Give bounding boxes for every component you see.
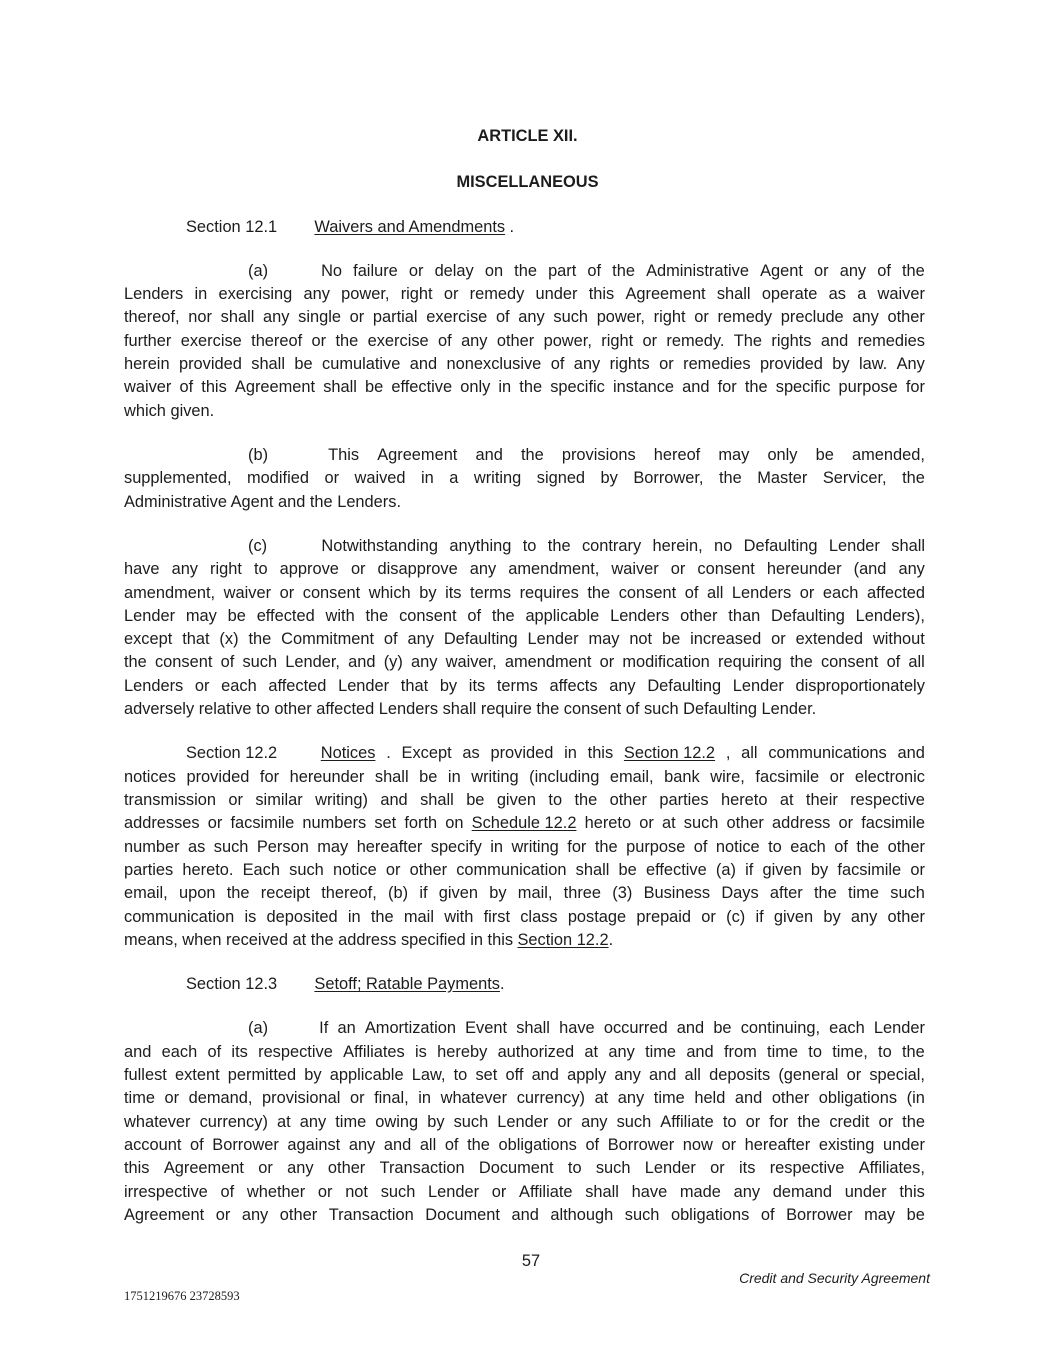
- paragraph-line: irrespective of whether or not such Lender or Affiliate shall have made any demand under this: [124, 1183, 925, 1201]
- paragraph-line: adversely relative to other affected Lenders shall require the consent of such Defaulting Lender.: [124, 700, 817, 718]
- paragraph-line: transmission or similar writing) and shall be given to the other parties hereto at their respective: [124, 791, 925, 809]
- schedule-reference: Schedule 12.2: [471, 814, 577, 832]
- section-12-1-heading: Section 12.1 Waivers and Amendments .: [186, 216, 925, 239]
- paragraph-label: (c): [248, 537, 268, 555]
- paragraph-line: Agreement or any other Transaction Document and although such obligations of Borrower may be: [124, 1206, 925, 1224]
- section-title: Waivers and Amendments: [314, 218, 506, 236]
- paragraph-line: account of Borrower against any and all of the obligations of Borrower now or hereafter existing under: [124, 1136, 925, 1154]
- paragraph-line: further exercise thereof or the exercise of any other power, right or remedy. The rights and remedies: [124, 332, 925, 350]
- paragraph-line: and each of its respective Affiliates is hereby authorized at any time and from time to time, to the: [124, 1043, 925, 1061]
- section-12-3-heading: Section 12.3 Setoff; Ratable Payments .: [186, 973, 925, 996]
- section-title: Notices: [320, 744, 376, 762]
- paragraph-line: supplemented, modified or waived in a writing signed by Borrower, the Master Servicer, the: [124, 469, 925, 487]
- paragraph-line: thereof, nor shall any single or partial exercise of any such power, right or remedy preclude any other: [124, 308, 925, 326]
- paragraph-line: notices provided for hereunder shall be in writing (including email, bank wire, facsimile or electronic: [124, 768, 925, 786]
- section-number: Section 12.3: [186, 975, 278, 993]
- article-heading: ARTICLE XII.: [477, 127, 578, 145]
- paragraph-line: Lender may be effected with the consent of the applicable Lenders other than Defaulting Lenders),: [124, 607, 925, 625]
- paragraph-line: (a) No failure or delay on the part of the Administrative Agent or any of the: [248, 260, 925, 283]
- footer-document-title: Credit and Security Agreement: [739, 1270, 930, 1286]
- article-title: MISCELLANEOUS: [456, 173, 599, 191]
- paragraph-line: this Agreement or any other Transaction Document to such Lender or its respective Affiliates,: [124, 1159, 925, 1177]
- paragraph-label: (a): [248, 262, 269, 280]
- paragraph-line: email, upon the receipt thereof, (b) if given by mail, three (3) Business Days after the time such: [124, 884, 925, 902]
- section-reference: Section 12.2: [623, 744, 716, 762]
- footer-document-id: 1751219676 23728593: [124, 1289, 240, 1303]
- paragraph-line: (a) If an Amortization Event shall have occurred and be continuing, each Lender: [248, 1017, 925, 1040]
- section-number: Section 12.1: [186, 218, 278, 236]
- paragraph-line: Lenders in exercising any power, right or remedy under this Agreement shall operate as a waiver: [124, 285, 925, 303]
- paragraph-line: time or demand, provisional or final, in whatever currency) at any time held and other obligations (in: [124, 1089, 925, 1107]
- paragraph-line: (b) This Agreement and the provisions hereof may only be amended,: [248, 444, 925, 467]
- paragraph-label: (a): [248, 1019, 269, 1037]
- paragraph-line: which given.: [124, 402, 215, 420]
- paragraph-line: amendment, waiver or consent which by its terms requires the consent of all Lenders or each affected: [124, 584, 925, 602]
- paragraph-line: the consent of such Lender, and (y) any waiver, amendment or modification requiring the consent of all: [124, 653, 925, 671]
- paragraph-label: (b): [248, 446, 269, 464]
- paragraph-line: herein provided shall be cumulative and nonexclusive of any rights or remedies provided by law. Any: [124, 355, 925, 373]
- page-number: 57: [521, 1252, 541, 1270]
- paragraph-line: have any right to approve or disapprove any amendment, waiver or consent hereunder (and any: [124, 560, 925, 578]
- section-reference: Section 12.2: [517, 931, 609, 949]
- section-title: Setoff; Ratable Payments: [314, 975, 500, 993]
- paragraph-line: number as such Person may hereafter specify in writing for the purpose of notice to each of the other: [124, 838, 925, 856]
- paragraph-line: Lenders or each affected Lender that by its terms affects any Defaulting Lender disproportionately: [124, 677, 925, 695]
- paragraph-line: Administrative Agent and the Lenders.: [124, 493, 401, 511]
- paragraph-line: whatever currency) at any time owing by such Lender or any such Affiliate to or for the credit or the: [124, 1113, 925, 1131]
- paragraph-line: fullest extent permitted by applicable Law, to set off and apply any and all deposits (general or special,: [124, 1066, 925, 1084]
- paragraph-line: means, when received at the address specified in this Section 12.2 .: [124, 929, 925, 952]
- section-number: Section 12.2: [186, 744, 278, 762]
- paragraph-line: addresses or facsimile numbers set forth on Schedule 12.2 hereto or at such other address or facsimile: [124, 812, 925, 835]
- paragraph-line: (c) Notwithstanding anything to the contrary herein, no Defaulting Lender shall: [248, 535, 925, 558]
- section-12-2-first-line: Section 12.2 Notices . Except as provided in this Section 12.2 , all communications and: [186, 742, 925, 765]
- paragraph-line: communication is deposited in the mail with first class postage prepaid or (c) if given by any other: [124, 908, 925, 926]
- paragraph-line: except that (x) the Commitment of any Defaulting Lender may not be increased or extended without: [124, 630, 925, 648]
- paragraph-line: waiver of this Agreement shall be effective only in the specific instance and for the specific purpose for: [124, 378, 925, 396]
- paragraph-line: parties hereto. Each such notice or other communication shall be effective (a) if given by facsimile or: [124, 861, 925, 879]
